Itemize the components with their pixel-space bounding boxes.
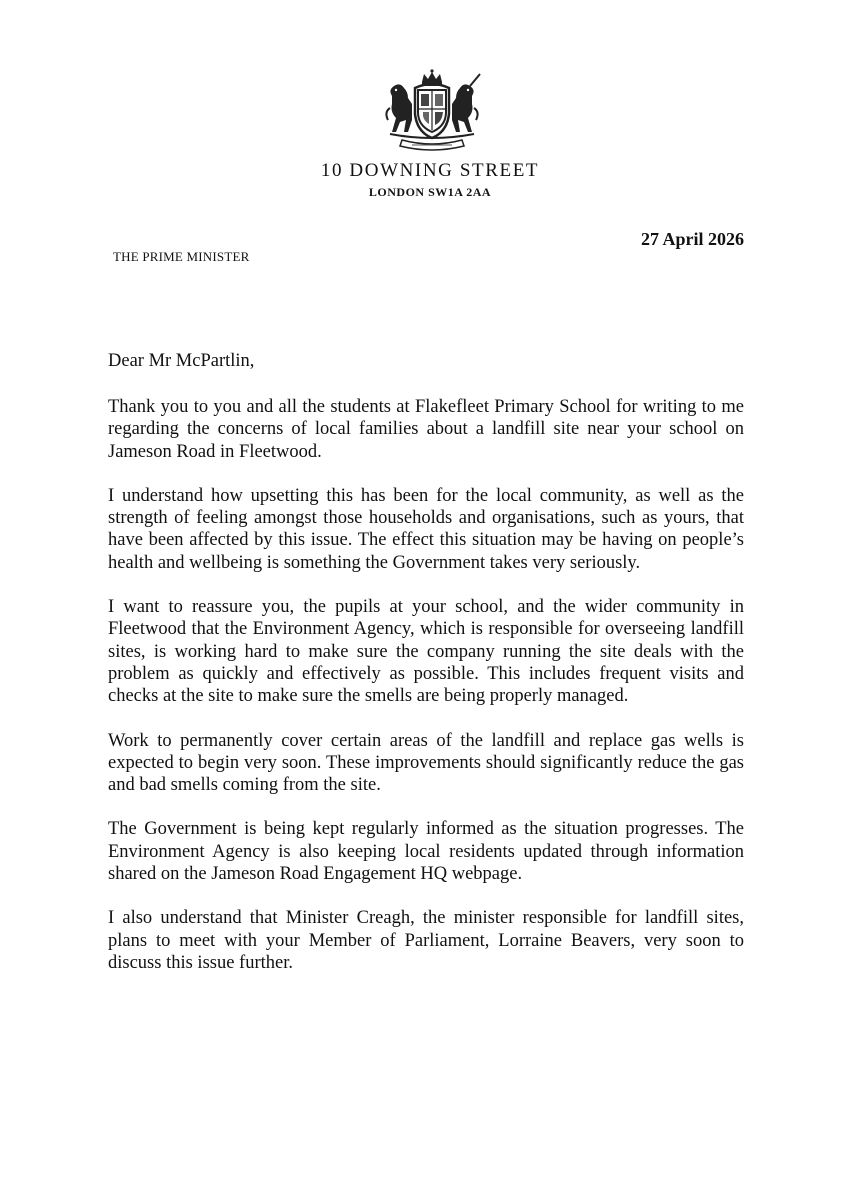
paragraph: Work to permanently cover certain areas of the landfill and replace gas wells is expected to begin very soon. These improvements should significantly reduce the gas and bad smells coming from the site. bbox=[108, 730, 744, 796]
letterhead-street: 10 DOWNING STREET bbox=[320, 160, 540, 181]
paragraph: I want to reassure you, the pupils at your school, and the wider community in Fleetwood that the Environment Agency, which is responsible for overseeing landfill sites, is working hard to make sure the company running the site deals with the problem as quickly and effectively as possible. This includes frequent visits and checks at the site to make sure the smells are being properly managed. bbox=[108, 597, 744, 707]
letterhead-city: LONDON SW1A 2AA bbox=[368, 185, 492, 199]
salutation: Dear Mr McPartlin, bbox=[108, 351, 255, 371]
letter-date: 27 April 2026 bbox=[640, 229, 744, 249]
paragraph: I also understand that Minister Creagh, the minister responsible for landfill sites, plans to meet with your Member of Parliament, Lorraine Beavers, very soon to discuss this issue further. bbox=[108, 908, 744, 973]
paragraph: Thank you to you and all the students at Flakefleet Primary School for writing to me regarding the concerns of local families about a landfill site near your school on Jameson Road in Fleetwood. bbox=[108, 397, 744, 462]
royal-coat-of-arms-icon bbox=[378, 68, 486, 154]
sender-office: THE PRIME MINISTER bbox=[113, 249, 250, 264]
paragraph: I understand how upsetting this has been for the local community, as well as the strength of feeling amongst those households and organisations, such as yours, that have been affected by this issue. The effect this situation may be having on people’s health and wellbeing is something the Government takes very seriously. bbox=[108, 485, 744, 573]
letter-body bbox=[108, 396, 744, 996]
paragraph: The Government is being kept regularly informed as the situation progresses. The Environment Agency is also keeping local residents updated through information shared on the Jameson Road Engagement HQ webpage. bbox=[108, 819, 744, 885]
